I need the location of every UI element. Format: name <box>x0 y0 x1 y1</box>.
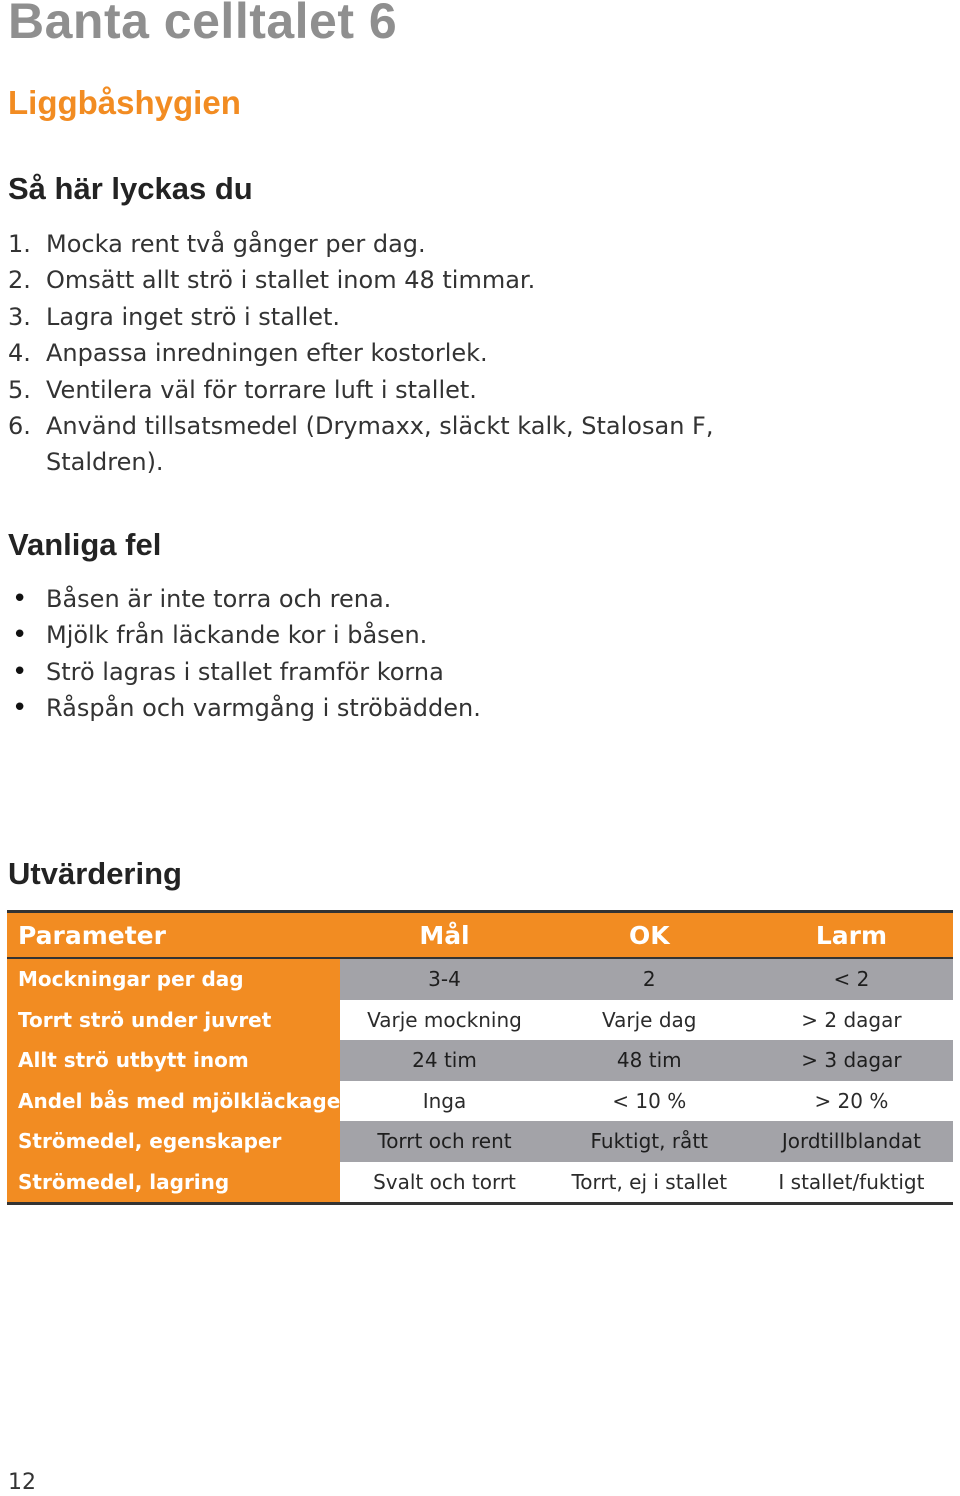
parameter-cell: Mockningar per dag <box>7 958 340 1000</box>
list-item <box>8 226 768 262</box>
parameter-cell: Andel bås med mjölkläckage <box>7 1081 340 1122</box>
errors-list <box>8 581 768 727</box>
ok-cell: Fuktigt, rått <box>549 1121 750 1162</box>
list-item-number: 3. <box>8 302 31 331</box>
parameter-cell: Strömedel, egenskaper <box>7 1121 340 1162</box>
table-row <box>7 1000 953 1041</box>
list-item-number: 4. <box>8 339 31 368</box>
list-item-number: 1. <box>8 230 31 258</box>
list-item <box>8 581 768 617</box>
list-item-text: Strö lagras i stallet framför korna <box>46 657 444 686</box>
table-header-row <box>7 912 953 959</box>
table-row <box>7 1121 953 1162</box>
list-item-text: Använd tillsatsmedel (Drymaxx, släckt kalk, Stalosan F, Staldren). <box>46 412 714 477</box>
mal-cell: Torrt och rent <box>340 1121 548 1162</box>
column-header-parameter: Parameter <box>7 912 340 959</box>
list-item-text: Ventilera väl för torrare luft i stallet. <box>46 375 477 404</box>
list-item-text: Omsätt allt strö i stallet inom 48 timmar. <box>46 266 536 295</box>
column-header-mal: Mål <box>340 912 548 959</box>
mal-cell: Svalt och torrt <box>340 1162 548 1204</box>
evaluation-heading: Utvärdering <box>8 856 182 891</box>
list-item <box>8 654 768 690</box>
list-item <box>8 299 768 335</box>
larm-cell: > 20 % <box>750 1081 953 1122</box>
list-item-text: Mjölk från läckande kor i båsen. <box>46 621 428 650</box>
larm-cell: < 2 <box>750 958 953 1000</box>
list-item-text: Anpassa inredningen efter kostorlek. <box>46 339 488 368</box>
errors-heading: Vanliga fel <box>8 527 162 562</box>
list-item <box>8 408 768 481</box>
mal-cell: Inga <box>340 1081 548 1122</box>
list-item <box>8 262 768 298</box>
bullet-icon: • <box>12 656 28 687</box>
larm-cell: > 3 dagar <box>750 1040 953 1081</box>
ok-cell: Torrt, ej i stallet <box>549 1162 750 1204</box>
list-item-number: 2. <box>8 266 31 295</box>
page-number: 12 <box>8 1470 36 1495</box>
page-title: Banta celltalet 6 <box>8 0 398 49</box>
table-row <box>7 1162 953 1204</box>
parameter-cell: Torrt strö under juvret <box>7 1000 340 1041</box>
bullet-icon: • <box>12 620 28 651</box>
larm-cell: > 2 dagar <box>750 1000 953 1041</box>
larm-cell: I stallet/fuktigt <box>750 1162 953 1204</box>
table-row <box>7 1040 953 1081</box>
success-heading: Så här lyckas du <box>8 171 253 206</box>
list-item-text: Mocka rent två gånger per dag. <box>46 230 426 258</box>
bullet-icon: • <box>12 584 28 614</box>
list-item <box>8 690 768 726</box>
bullet-icon: • <box>12 693 28 724</box>
table-row <box>7 1081 953 1122</box>
list-item-text: Båsen är inte torra och rena. <box>46 585 392 613</box>
column-header-larm: Larm <box>750 912 953 959</box>
ok-cell: Varje dag <box>549 1000 750 1041</box>
evaluation-table <box>7 910 953 1205</box>
mal-cell: Varje mockning <box>340 1000 548 1041</box>
list-item-number: 6. <box>8 412 31 441</box>
page-subtitle: Liggbåshygien <box>8 84 241 121</box>
mal-cell: 3-4 <box>340 958 548 1000</box>
table-row <box>7 958 953 1000</box>
ok-cell: 2 <box>549 958 750 1000</box>
larm-cell: Jordtillblandat <box>750 1121 953 1162</box>
ok-cell: < 10 % <box>549 1081 750 1122</box>
list-item <box>8 372 768 408</box>
mal-cell: 24 tim <box>340 1040 548 1081</box>
parameter-cell: Allt strö utbytt inom <box>7 1040 340 1081</box>
list-item-number: 5. <box>8 375 31 404</box>
list-item <box>8 617 768 653</box>
list-item-text: Råspån och varmgång i ströbädden. <box>46 694 481 723</box>
ok-cell: 48 tim <box>549 1040 750 1081</box>
parameter-cell: Strömedel, lagring <box>7 1162 340 1204</box>
column-header-ok: OK <box>549 912 750 959</box>
success-steps-list <box>8 226 768 481</box>
list-item <box>8 335 768 371</box>
list-item-text: Lagra inget strö i stallet. <box>46 302 341 331</box>
